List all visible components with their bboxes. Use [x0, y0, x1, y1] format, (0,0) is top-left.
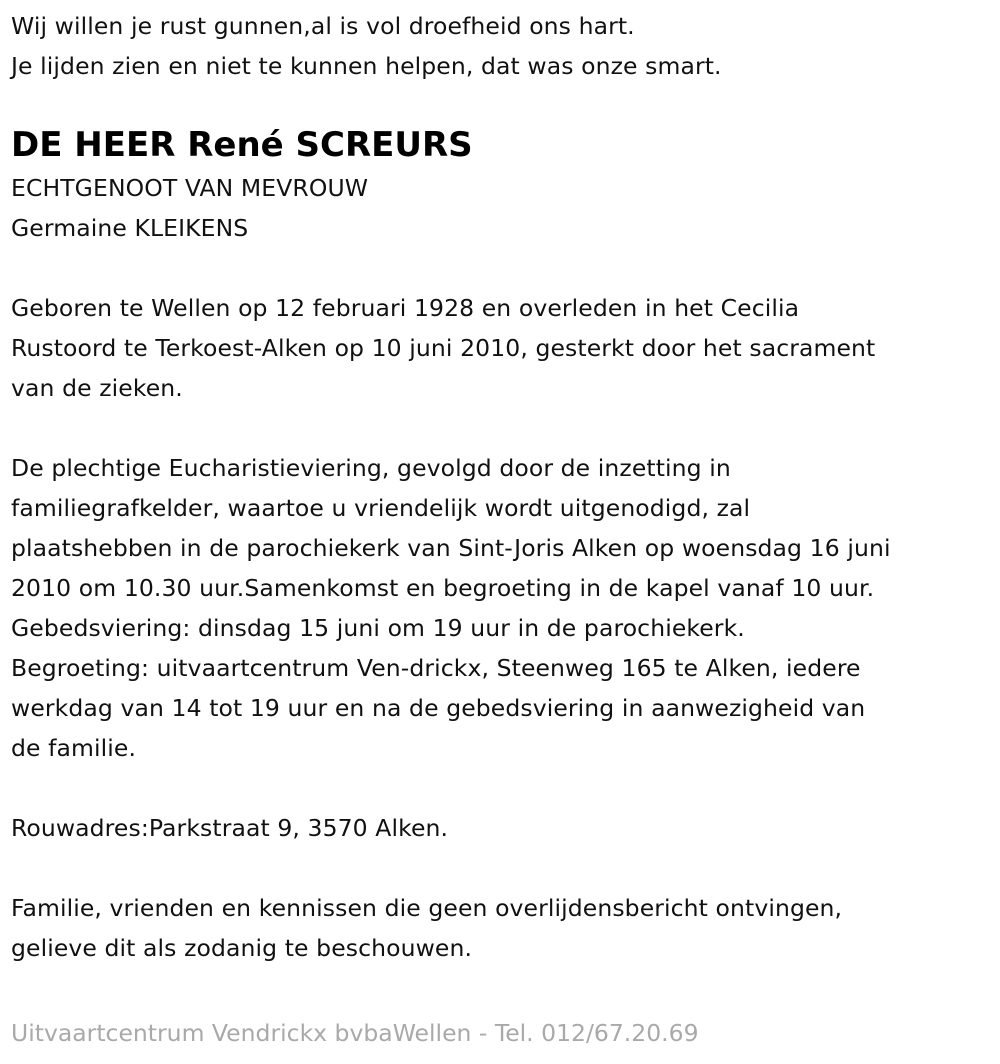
paragraph-line: familiegrafkelder, waartoe u vriendelijk wordt uitgenodigd, zal: [11, 494, 751, 522]
verse-line: Je lijden zien en niet te kunnen helpen, dat was onze smart.: [11, 52, 722, 80]
paragraph-line: Rustoord te Terkoest-Alken op 10 juni 2010, gesterkt door het sacrament: [11, 334, 876, 362]
paragraph-line: plaatshebben in de parochiekerk van Sint-Joris Alken op woensdag 16 juni: [11, 534, 891, 562]
death-notice: [11, 6, 991, 968]
ceremony-paragraph: [11, 448, 991, 768]
paragraph-line: werkdag van 14 tot 19 uur en na de gebedsviering in aanwezigheid van: [11, 694, 866, 722]
verse-line: Wij willen je rust gunnen,al is vol droefheid ons hart.: [11, 12, 635, 40]
spouse-name: Germaine KLEIKENS: [11, 214, 249, 242]
paragraph-line: Gebedsviering: dinsdag 15 juni om 19 uur in de parochiekerk.: [11, 614, 745, 642]
deceased-name: DE HEER René SCREURS: [11, 125, 473, 165]
paragraph-line: 2010 om 10.30 uur.Samenkomst en begroeting in de kapel vanaf 10 uur.: [11, 574, 875, 602]
paragraph-line: Familie, vrienden en kennissen die geen overlijdensbericht ontvingen,: [11, 894, 843, 922]
funeral-home-footer: Uitvaartcentrum Vendrickx bvbaWellen - Tel. 012/67.20.69: [11, 1019, 699, 1047]
paragraph-line: Begroeting: uitvaartcentrum Ven-drickx, Steenweg 165 te Alken, iedere: [11, 654, 861, 682]
paragraph-line: Geboren te Wellen op 12 februari 1928 en overleden in het Cecilia: [11, 294, 800, 322]
birth-death-paragraph: [11, 288, 991, 408]
paragraph-line: De plechtige Eucharistieviering, gevolgd door de inzetting in: [11, 454, 731, 482]
memorial-verse: [11, 6, 991, 86]
mourning-address: Rouwadres:Parkstraat 9, 3570 Alken.: [11, 814, 449, 842]
notice-paragraph: [11, 888, 991, 968]
paragraph-line: gelieve dit als zodanig te beschouwen.: [11, 934, 473, 962]
paragraph-line: de familie.: [11, 734, 137, 762]
relation-text: ECHTGENOOT VAN MEVROUW: [11, 174, 369, 202]
paragraph-line: van de zieken.: [11, 374, 183, 402]
